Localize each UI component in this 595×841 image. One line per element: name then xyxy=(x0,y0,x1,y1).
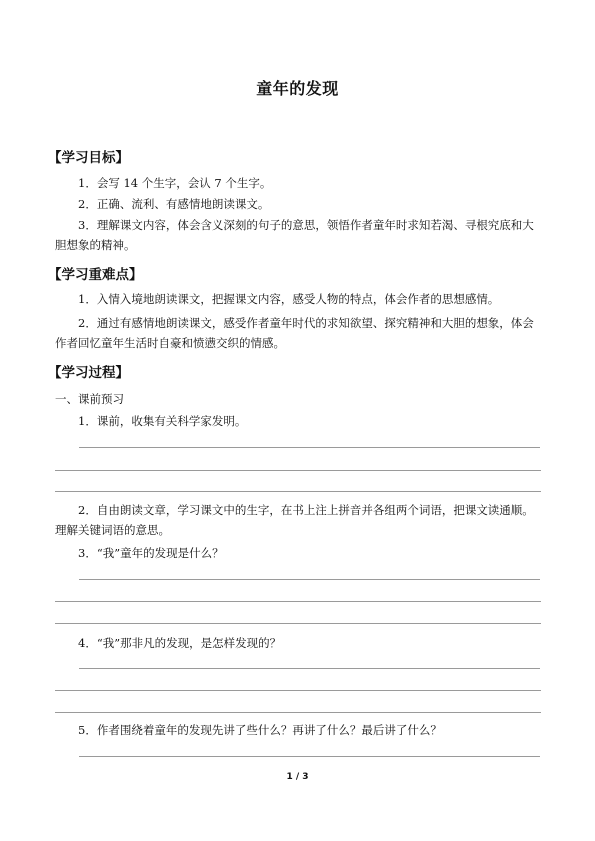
section-heading-key-points: 【学习重难点】 xyxy=(48,267,143,283)
answer-line[interactable] xyxy=(55,470,541,471)
goal-item-2: 2．正确、流利、有感情地朗读课文。 xyxy=(78,197,270,211)
section-heading-process: 【学习过程】 xyxy=(48,365,129,381)
key-point-item-2: 2．通过有感情地朗读课文，感受作者童年时代的求知欲望、探究精神和大胆的想象，体会作者回忆童年生活时自豪和愤懑交织的情感。 xyxy=(55,316,534,350)
page-title: 童年的发现 xyxy=(256,79,339,98)
page-number: 1 / 3 xyxy=(286,772,309,782)
answer-line[interactable] xyxy=(55,601,541,602)
key-point-item-1: 1．入情入境地朗读课文，把握课文内容，感受人物的特点，体会作者的思想感情。 xyxy=(78,292,500,306)
answer-line[interactable] xyxy=(55,712,541,713)
question-3: 3．“我”童年的发现是什么？ xyxy=(78,546,224,560)
question-2: 2．自由朗读文章，学习课文中的生字，在书上注上拼音并各组两个词语，把课文读通顺。理解关键词语的意思。 xyxy=(55,503,534,537)
question-5: 5．作者围绕着童年的发现先讲了些什么？再讲了什么？最后讲了什么？ xyxy=(78,723,442,737)
answer-line[interactable] xyxy=(79,579,540,580)
process-subheading: 一、课前预习 xyxy=(55,392,124,406)
answer-line[interactable] xyxy=(79,447,540,448)
answer-line[interactable] xyxy=(79,756,540,757)
question-4: 4．“我”那非凡的发现，是怎样发现的？ xyxy=(78,636,282,650)
answer-line[interactable] xyxy=(55,491,541,492)
question-1: 1．课前，收集有关科学家发明。 xyxy=(78,414,247,428)
section-heading-goals: 【学习目标】 xyxy=(48,150,129,166)
goal-item-3: 3．理解课文内容，体会含义深刻的句子的意思，领悟作者童年时求知若渴、寻根究底和大胆想象的精神。 xyxy=(55,218,534,252)
answer-line[interactable] xyxy=(55,623,541,624)
answer-line[interactable] xyxy=(55,690,541,691)
answer-line[interactable] xyxy=(79,668,540,669)
goal-item-1: 1．会写 14 个生字，会认 7 个生字。 xyxy=(78,176,272,190)
